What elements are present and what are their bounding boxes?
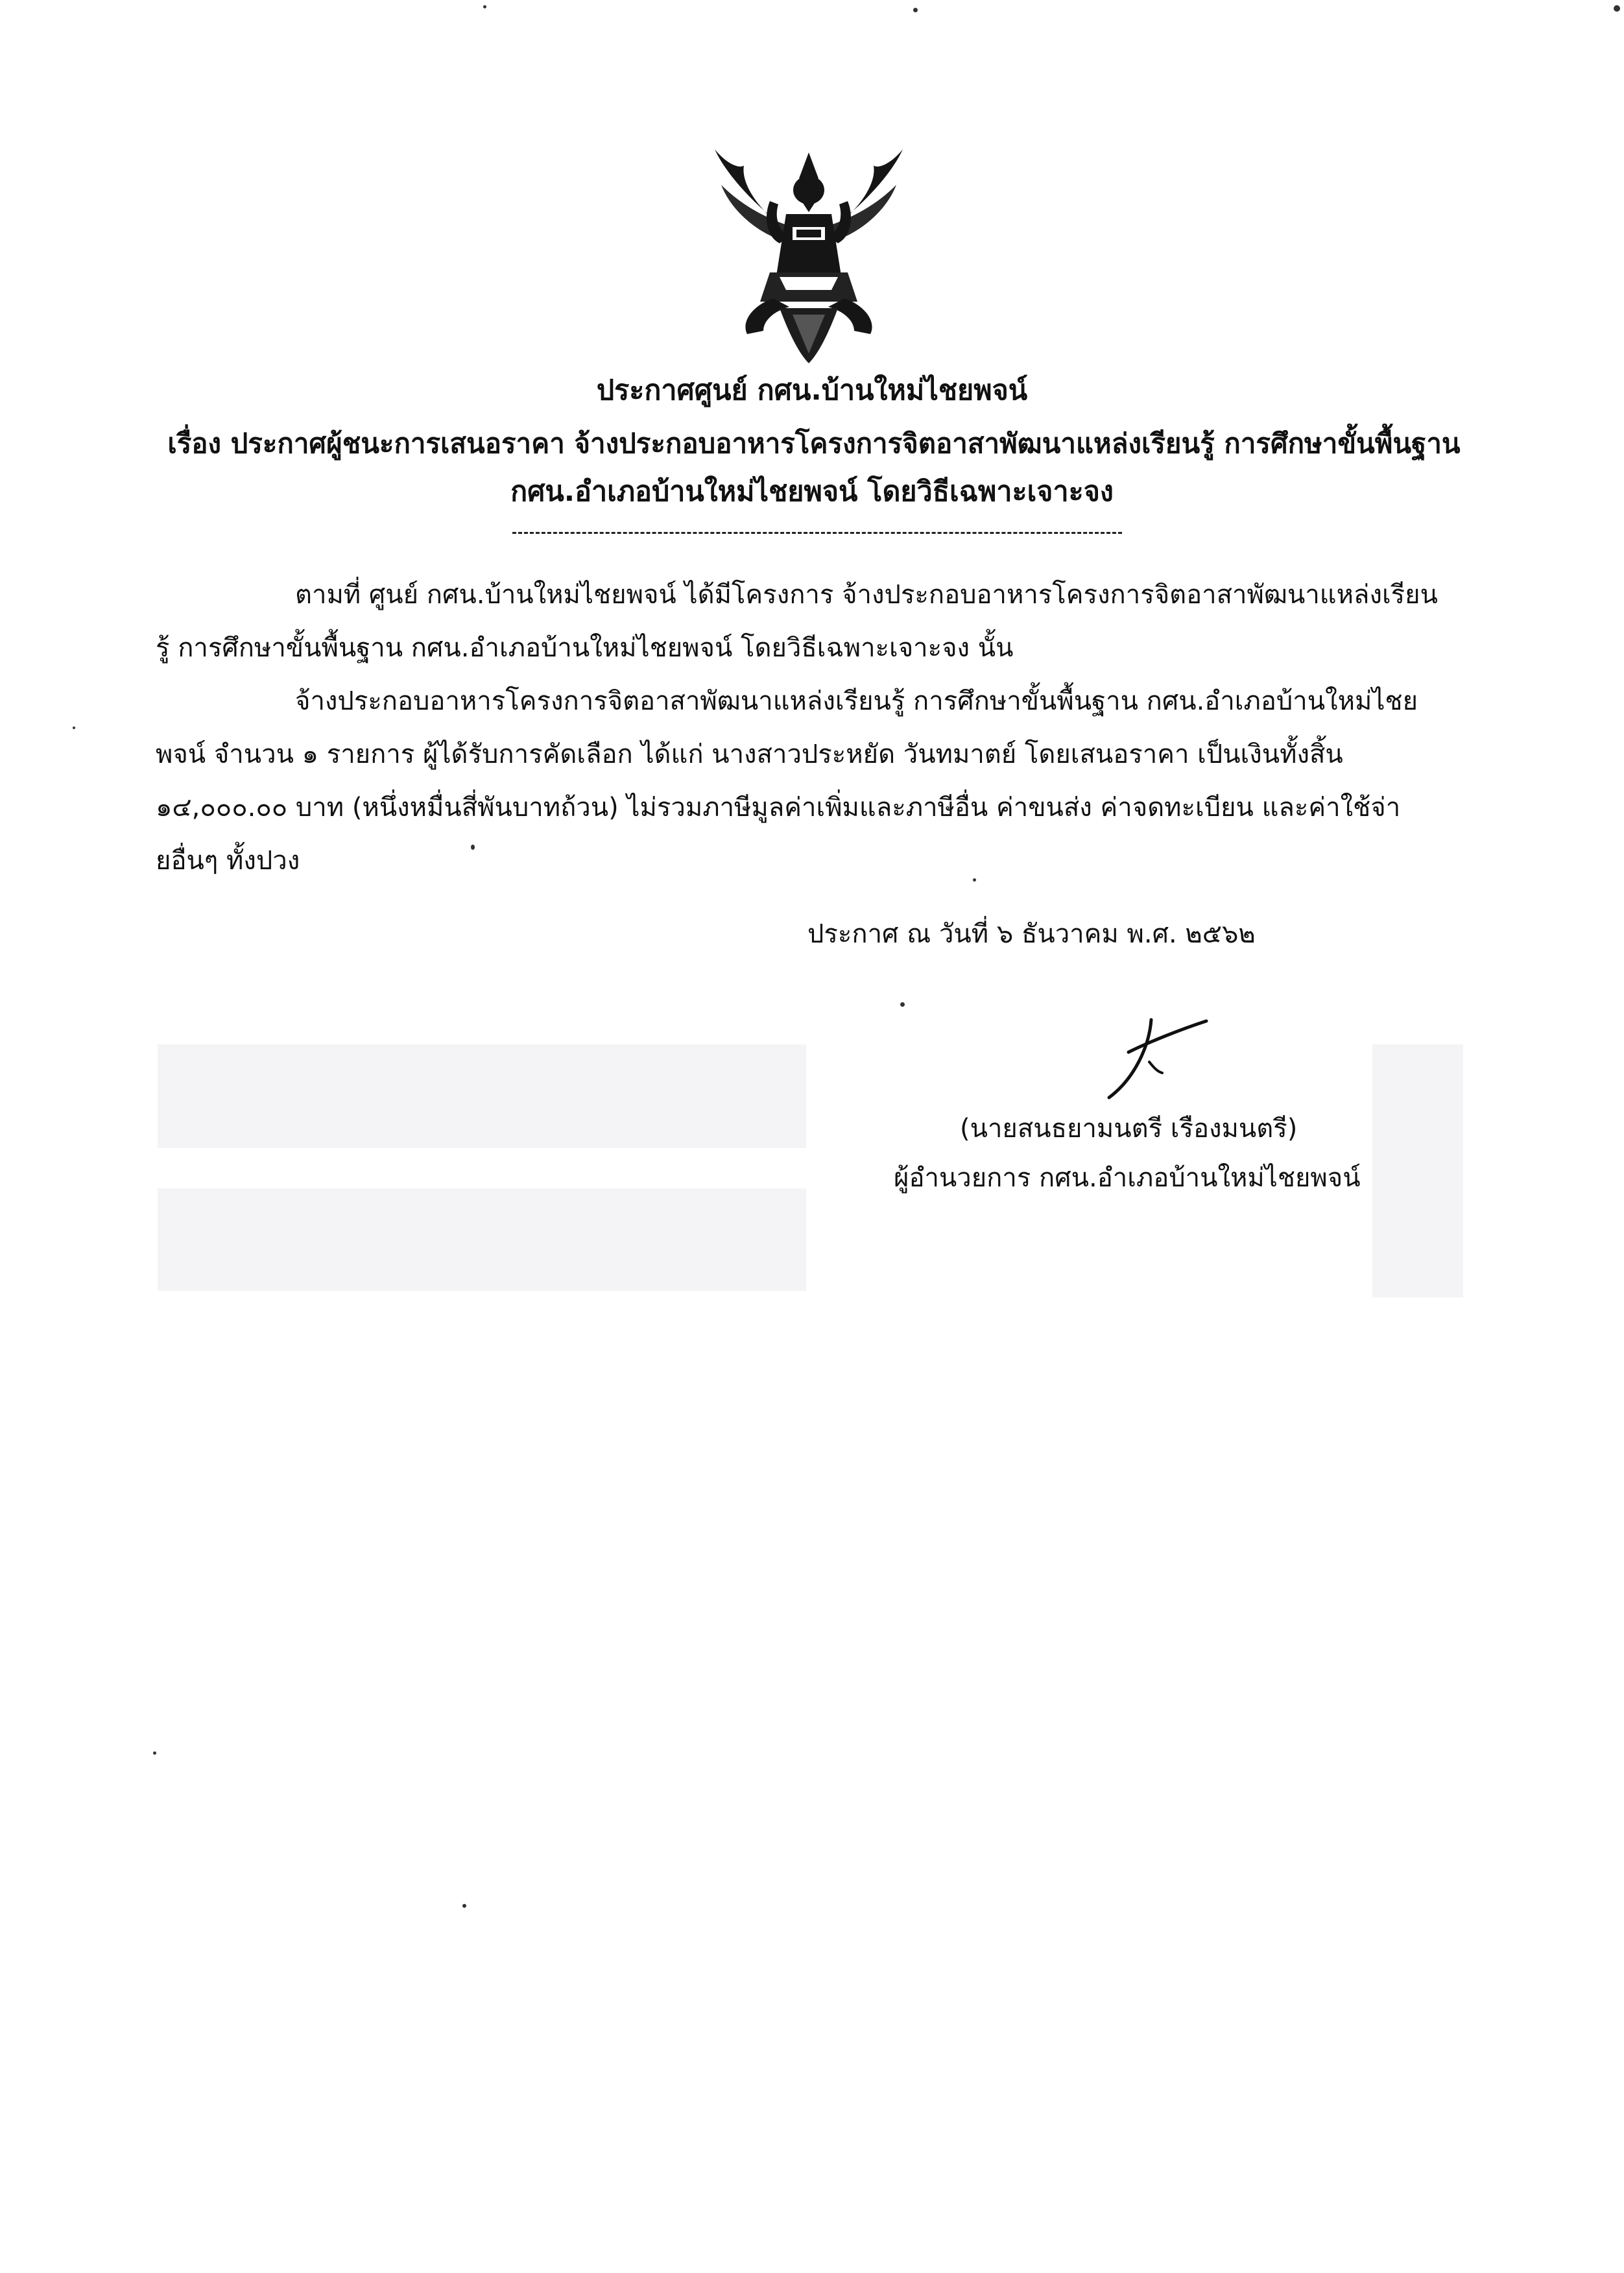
signatory-position: ผู้อำนวยการ กศน.อำเภอบ้านใหม่ไชยพจน์ xyxy=(894,1163,1361,1193)
scan-speck xyxy=(483,5,486,8)
signature-icon xyxy=(1090,1007,1213,1104)
scan-speck xyxy=(462,1904,466,1908)
body-paragraph-1: ตามที่ ศูนย์ กศน.บ้านใหม่ไชยพจน์ ได้มีโครงการ จ้างประกอบอาหารโครงการจิตอาสาพัฒนาแหล่งเรียนรู้ การศึกษาขั้นพื้นฐาน กศน.อำเภอบ้านใหม่ไชยพจน์ โดยวิธีเฉพาะเจาะจง นั้น xyxy=(156,580,1438,663)
announcement-subject: เรื่อง ประกาศผู้ชนะการเสนอราคา จ้างประกอบอาหารโครงการจิตอาสาพัฒนาแหล่งเรียนรู้ การศึกษาขั้นพื้นฐาน xyxy=(167,427,1461,459)
signatory-name: (นายสนธยามนตรี เรืองมนตรี) xyxy=(960,1114,1298,1144)
scan-speck xyxy=(913,8,918,12)
garuda-emblem-icon xyxy=(702,139,916,367)
announcement-subject-line2: กศน.อำเภอบ้านใหม่ไชยพจน์ โดยวิธีเฉพาะเจาะจง xyxy=(510,475,1114,508)
redacted-area xyxy=(1372,1044,1463,1297)
announcement-date: ประกาศ ณ วันที่ ๖ ธันวาคม พ.ศ. ๒๕๖๒ xyxy=(807,919,1256,949)
scan-speck xyxy=(973,878,976,882)
title-separator xyxy=(512,532,1122,534)
redacted-area xyxy=(158,1044,806,1148)
scan-speck xyxy=(471,845,475,850)
scan-speck xyxy=(73,727,75,729)
scan-speck xyxy=(1614,5,1620,12)
redacted-area xyxy=(158,1188,806,1291)
announcement-title: ประกาศศูนย์ กศน.บ้านใหม่ไชยพจน์ xyxy=(596,374,1028,407)
scan-speck xyxy=(900,1002,905,1007)
scan-speck xyxy=(153,1751,156,1755)
body-paragraph-2: จ้างประกอบอาหารโครงการจิตอาสาพัฒนาแหล่งเรียนรู้ การศึกษาขั้นพื้นฐาน กศน.อำเภอบ้านใหม่ไชยพจน์ จำนวน ๑ รายการ ผู้ได้รับการคัดเลือก ได้แก่ นางสาวประหยัด วันทมาตย์ โดยเสนอราคา เป็นเงินทั้งสิ้น ๑๔,๐๐๐.๐๐ บาท (หนึ่งหมื่นสี่พันบาทถ้วน) ไม่รวมภาษีมูลค่าเพิ่มและภาษีอื่น ค่าขนส่ง ค่าจดทะเบียน และค่าใช้จ่ายอื่นๆ ทั้งปวง xyxy=(156,686,1418,876)
